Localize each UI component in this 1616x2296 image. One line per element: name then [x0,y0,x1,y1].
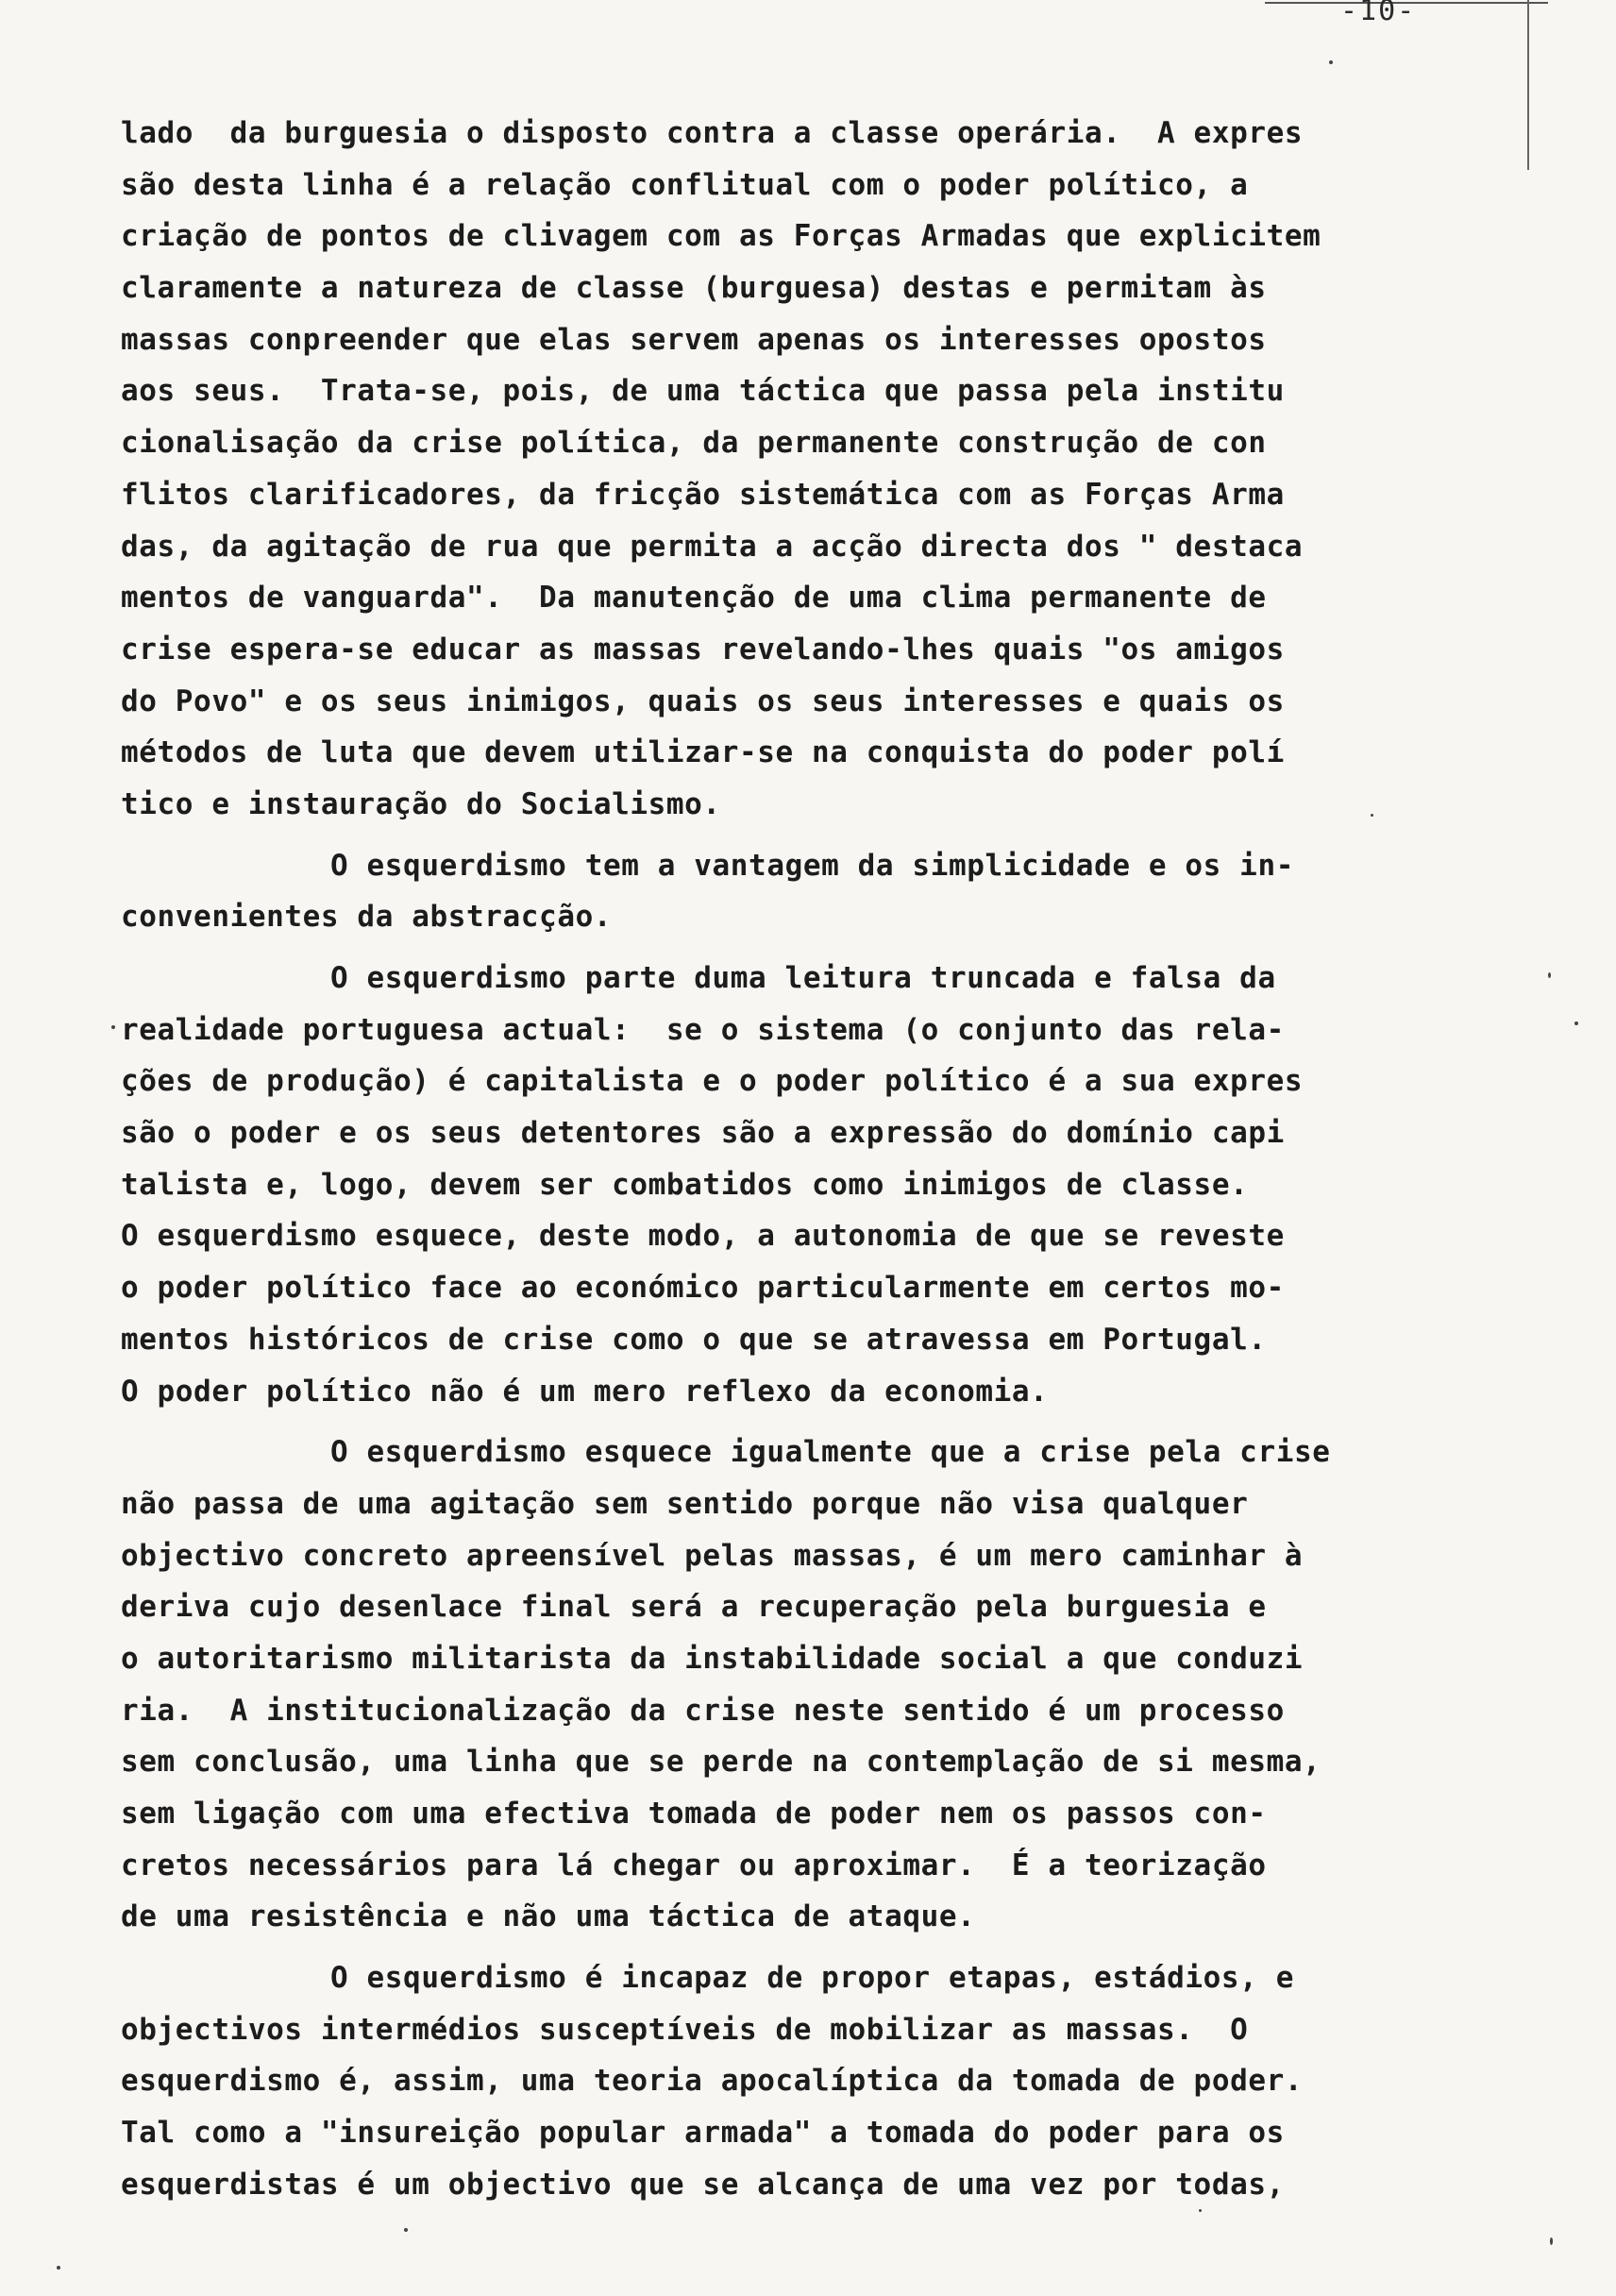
text-line: convenientes da abstracção. [121,900,613,935]
text-line: claramente a natureza de classe (burguesa) destas e permitam às [121,271,1267,306]
right-margin-rule [1527,0,1529,170]
text-line: aos seus. Trata-se, pois, de uma táctica que passa pela institu [121,374,1285,409]
text-line: tico e instauração do Socialismo. [121,786,721,821]
text-line: o poder político face ao económico particularmente em certos mo- [121,1271,1285,1306]
text-line: sem ligação com uma efectiva tomada de poder nem os passos con- [121,1797,1267,1831]
text-line: cionalisação da crise política, da permanente construção de con [121,426,1267,461]
page-number: -10- [1340,0,1417,27]
paragraph [121,1952,1499,2210]
scan-speck [1550,2237,1553,2245]
text-line: objectivo concreto apreensível pelas massas, é um mero caminhar à [121,1538,1304,1573]
scan-speck [1548,972,1551,978]
scan-speck [1574,1021,1578,1025]
scan-speck [57,2266,60,2270]
scan-speck [111,1025,115,1029]
text-line: crise espera-se educar as massas revelando-lhes quais "os amigos [121,632,1285,667]
text-line: ções de produção) é capitalista e o poder político é a sua expres [121,1064,1304,1099]
text-line: O esquerdismo parte duma leitura truncada e falsa da [330,961,1276,995]
text-line: flitos clarificadores, da fricção sistemática com as Forças Arma [121,477,1285,512]
paragraph [121,840,1499,943]
text-line: métodos de luta que devem utilizar-se na conquista do poder polí [121,735,1285,770]
text-line: O esquerdismo esquece igualmente que a crise pela crise [330,1435,1331,1470]
paragraph [121,108,1499,831]
text-line: ria. A institucionalização da crise neste sentido é um processo [121,1693,1285,1728]
text-line: O esquerdismo é incapaz de propor etapas, estádios, e [330,1961,1294,1996]
paragraph [121,1427,1499,1943]
text-line: criação de pontos de clivagem com as Forças Armadas que explicitem [121,219,1321,254]
text-line: esquerdistas é um objectivo que se alcança de uma vez por todas, [121,2167,1285,2202]
scan-speck [1371,814,1373,817]
text-line: sem conclusão, uma linha que se perde na contemplação de si mesma, [121,1745,1321,1780]
paragraph [121,953,1499,1417]
text-line: deriva cujo desenlace final será a recuperação pela burguesia e [121,1590,1267,1625]
scan-speck [404,2228,408,2232]
body-text [121,108,1499,2211]
text-line: talista e, logo, devem ser combatidos como inimigos de classe. [121,1167,1249,1202]
text-line: cretos necessários para lá chegar ou aproximar. É a teorização [121,1848,1267,1882]
text-line: massas conpreender que elas servem apenas os interesses opostos [121,322,1267,357]
text-line: objectivos intermédios susceptíveis de mobilizar as massas. O [121,2012,1249,2047]
text-line: são desta linha é a relação conflitual com o poder político, a [121,167,1249,202]
text-line: lado da burguesia o disposto contra a classe operária. A expres [121,116,1304,150]
scan-speck [1329,60,1333,64]
text-line: O esquerdismo esquece, deste modo, a autonomia de que se reveste [121,1219,1285,1254]
text-line: mentos históricos de crise como o que se atravessa em Portugal. [121,1322,1267,1357]
text-line: mentos de vanguarda". Da manutenção de uma clima permanente de [121,581,1267,616]
text-line: das, da agitação de rua que permita a acção directa dos " destaca [121,529,1304,564]
scan-speck [1199,2209,1202,2212]
text-line: esquerdismo é, assim, uma teoria apocalíptica da tomada de poder. [121,2064,1304,2099]
text-line: realidade portuguesa actual: se o sistema (o conjunto das rela- [121,1012,1285,1047]
text-line: de uma resistência e não uma táctica de ataque. [121,1899,976,1934]
text-line: Tal como a "insureição popular armada" a tomada do poder para os [121,2116,1285,2151]
text-line: O poder político não é um mero reflexo da economia. [121,1374,1049,1409]
text-line: O esquerdismo tem a vantagem da simplicidade e os in- [330,848,1294,883]
text-line: o autoritarismo militarista da instabilidade social a que conduzi [121,1641,1304,1676]
text-line: do Povo" e os seus inimigos, quais os seus interesses e quais os [121,684,1285,718]
text-line: são o poder e os seus detentores são a expressão do domínio capi [121,1116,1285,1151]
text-line: não passa de uma agitação sem sentido porque não visa qualquer [121,1486,1249,1521]
